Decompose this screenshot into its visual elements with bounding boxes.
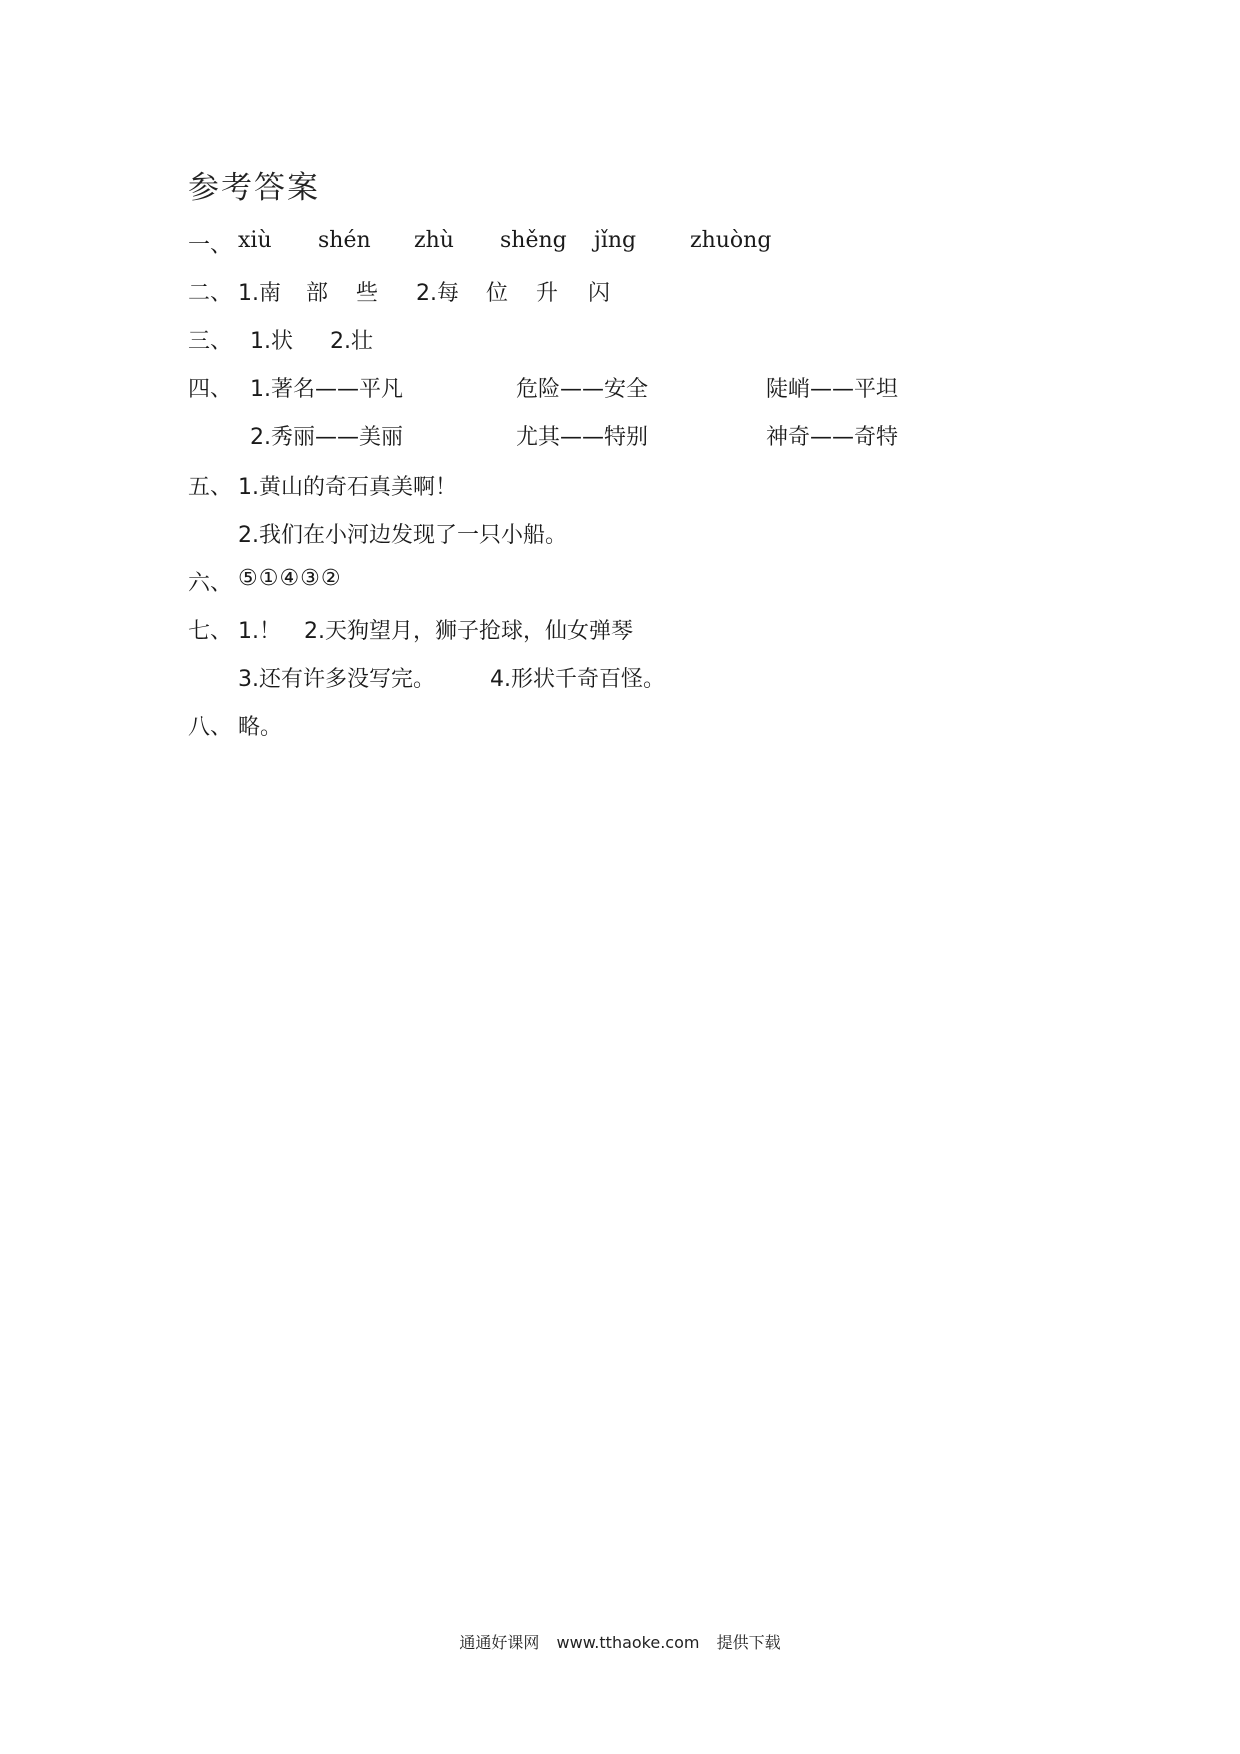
q7-answer-4: 4.形状千奇百怪。 xyxy=(490,667,665,692)
q2-part2: 2.每 xyxy=(416,281,459,306)
q1-pinyin-4: shěng xyxy=(500,228,567,253)
q4-pair-2: 危险——安全 xyxy=(516,377,649,402)
q2-word-3: 位 xyxy=(486,281,509,306)
q6-answer: ⑤①④③② xyxy=(238,566,342,591)
q3-label: 三、 xyxy=(188,329,233,354)
q3-answer-2: 2.壮 xyxy=(330,329,373,354)
q1-pinyin-2: shén xyxy=(318,228,371,253)
q6-label: 六、 xyxy=(188,571,233,596)
q1-pinyin-5: jǐng xyxy=(594,228,637,253)
q1-pinyin-3: zhù xyxy=(414,228,454,253)
q5-line-1: 1.黄山的奇石真美啊！ xyxy=(238,475,457,500)
q1-pinyin-1: xiù xyxy=(238,228,272,253)
q4-pair-5: 尤其——特别 xyxy=(516,425,649,450)
q8-label: 八、 xyxy=(188,715,233,740)
page-footer xyxy=(0,1630,1240,1653)
q4-pair-6: 神奇——奇特 xyxy=(766,425,899,450)
q7-answer-2: 2.天狗望月，狮子抢球，仙女弹琴 xyxy=(304,619,633,644)
q7-answer-1: 1.！ xyxy=(238,619,281,644)
q2-word-1: 部 xyxy=(306,281,329,306)
q2-part1: 1.南 xyxy=(238,281,281,306)
q7-label: 七、 xyxy=(188,619,233,644)
q2-word-5: 闪 xyxy=(588,281,611,306)
q4-label: 四、 xyxy=(188,377,233,402)
q5-line-2: 2.我们在小河边发现了一只小船。 xyxy=(238,523,567,548)
footer-note: 提供下载 xyxy=(716,1633,781,1652)
q7-answer-3: 3.还有许多没写完。 xyxy=(238,667,435,692)
q4-pair-3: 陡峭——平坦 xyxy=(766,377,899,402)
page-title: 参考答案 xyxy=(188,170,320,206)
q2-label: 二、 xyxy=(188,281,233,306)
footer-site-name: 通通好课网 xyxy=(459,1633,540,1652)
footer-url[interactable]: www.tthaoke.com xyxy=(556,1633,700,1652)
q1-row xyxy=(188,228,232,259)
q4-pair-4: 2.秀丽——美丽 xyxy=(250,425,403,450)
q3-answer-1: 1.状 xyxy=(250,329,293,354)
q1-label: 一、 xyxy=(188,233,233,258)
q5-label: 五、 xyxy=(188,475,233,500)
q2-word-4: 升 xyxy=(536,281,559,306)
q8-answer: 略。 xyxy=(238,715,283,740)
q4-pair-1: 1.著名——平凡 xyxy=(250,377,403,402)
q1-pinyin-6: zhuòng xyxy=(690,228,772,253)
q2-word-2: 些 xyxy=(356,281,379,306)
